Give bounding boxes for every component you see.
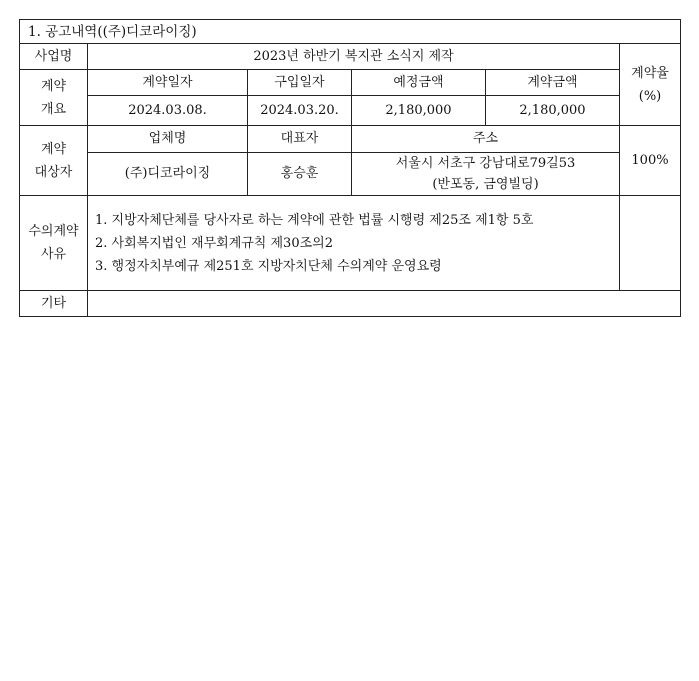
notice-document [19, 19, 680, 317]
reason-item: 2. 사회복지법인 재무회계규칙 제30조의2 [95, 235, 333, 251]
purchase-date-header: 구입일자 [248, 70, 352, 96]
contract-rate-value: 100% [620, 126, 681, 196]
reason-label [20, 196, 88, 291]
contract-date-header: 계약일자 [88, 70, 248, 96]
purchase-date-value: 2024.03.20. [248, 96, 352, 126]
company-name-header: 업체명 [88, 126, 248, 153]
contract-summary-label-line1: 계약 [40, 78, 67, 94]
contract-notice-table [19, 19, 681, 317]
contractor-label-line2: 대상자 [34, 164, 73, 180]
reason-item: 1. 지방자체단체를 당사자로 하는 계약에 관한 법률 시행령 제25조 제1항 5호 [95, 212, 534, 228]
other-label: 기타 [20, 291, 88, 317]
address-line2: (반포동, 금영빌딩) [432, 177, 539, 192]
contract-rate-label [620, 44, 681, 126]
other-value [88, 291, 681, 317]
contract-summary-label [20, 70, 88, 126]
contractor-label [20, 126, 88, 196]
project-name: 2023년 하반기 복지관 소식지 제작 [88, 44, 620, 70]
contract-rate-label-line1: 계약율 [631, 65, 669, 81]
address-value [352, 153, 620, 196]
reason-rate-empty [620, 196, 681, 291]
company-name-value: (주)디코라이징 [88, 153, 248, 196]
contract-rate-label-line2: (%) [638, 88, 662, 104]
notice-title: 1. 공고내역((주)디코라이징) [20, 20, 681, 44]
contract-amount-header: 계약금액 [486, 70, 620, 96]
reason-label-line2: 사유 [40, 247, 67, 262]
representative-value: 홍승훈 [248, 153, 352, 196]
reason-label-line1: 수의계약 [28, 224, 79, 239]
contract-summary-label-line2: 개요 [40, 101, 67, 117]
reason-list [88, 196, 620, 291]
address-header: 주소 [352, 126, 620, 153]
contract-amount-value: 2,180,000 [486, 96, 620, 126]
estimated-amount-header: 예정금액 [352, 70, 486, 96]
reason-item: 3. 행정자치부예규 제251호 지방자치단체 수의계약 운영요령 [95, 258, 442, 274]
estimated-amount-value: 2,180,000 [352, 96, 486, 126]
address-line1: 서울시 서초구 강남대로79길53 [395, 156, 576, 171]
project-label: 사업명 [20, 44, 88, 70]
contract-date-value: 2024.03.08. [88, 96, 248, 126]
contractor-label-line1: 계약 [40, 141, 67, 157]
representative-header: 대표자 [248, 126, 352, 153]
